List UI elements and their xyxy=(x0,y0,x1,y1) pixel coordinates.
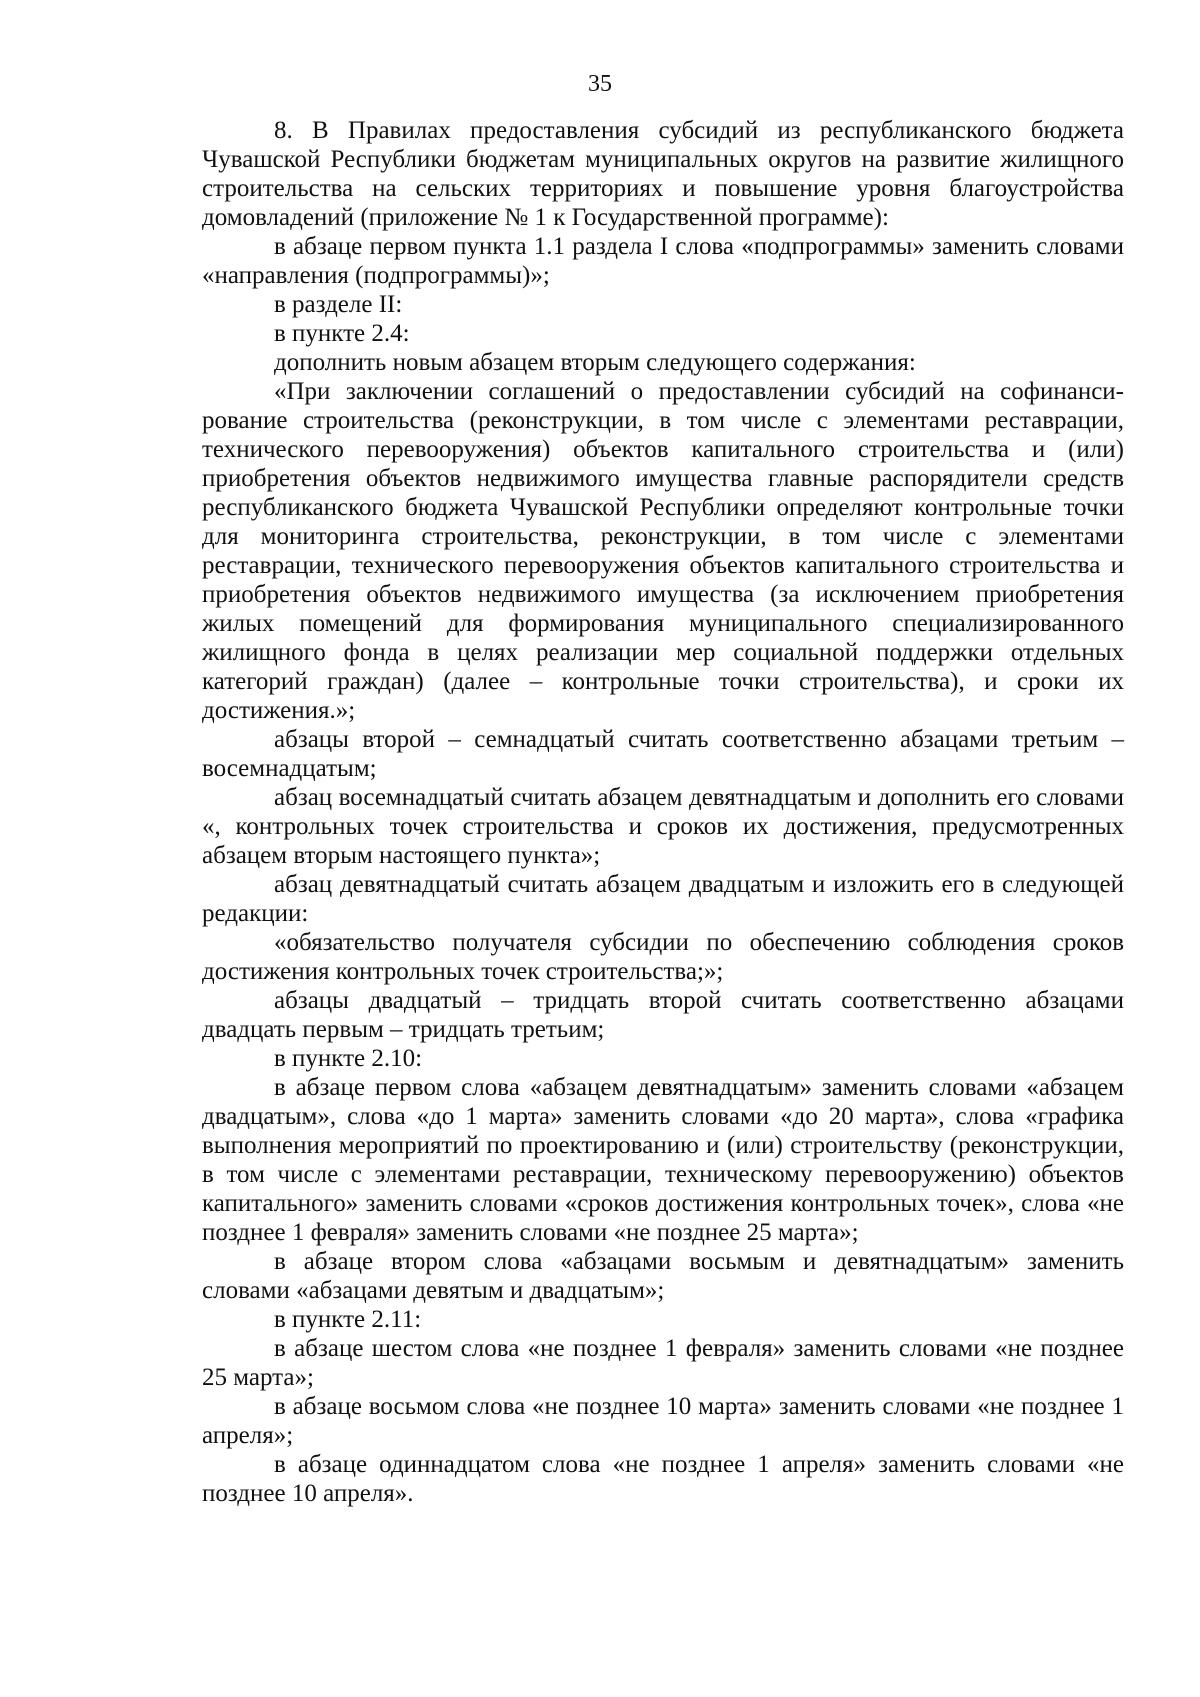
document-body xyxy=(202,116,1124,1508)
page-number: 35 xyxy=(588,71,612,97)
paragraph-10: «обязательство получателя субсидии по обеспечению соблюдения сроков достижения контрольных точек строительства;»; xyxy=(202,929,1124,985)
paragraph-9: абзац девятнадцатый считать абзацем двадцатым и изложить его в следующей редакции: xyxy=(202,871,1124,927)
paragraph-15: в пункте 2.11: xyxy=(274,1306,422,1333)
paragraph-13: в абзаце первом слова «абзацем девятнадцатым» заменить словами «абзацем двадцатым», слова «до 1 марта» заменить словами «до 20 марта», слова «графика выполнения мероприятий по проектированию и (или) строительству (реконструкции, в том числе с элементами реставрации, техническому перевооружению) объектов капитального» заменить словами «сроков достижения контрольных точек», слова «не позднее 1 февраля» заменить словами «не позднее 25 марта»; xyxy=(202,1074,1124,1246)
paragraph-14: в абзаце втором слова «абзацами восьмым и девятнадцатым» заменить словами «абзацами девятым и двадцатым»; xyxy=(202,1248,1124,1304)
paragraph-7: абзацы второй – семнадцатый считать соответственно абзацами третьим – восемнадцатым; xyxy=(202,726,1124,782)
paragraph-3: в разделе II: xyxy=(274,291,403,318)
paragraph-6: «При заключении соглашений о предоставлении субсидий на софинансирование строительства (реконструкции, в том числе с элементами реставрации, технического перевооружения) объектов капитального строительства и (или) приобретения объектов недвижимого имущества главные распорядители средств республиканского бюджета Чувашской Республики определяют контрольные точки для мониторинга строительства, реконструкции, в том числе с элементами реставрации, технического перевооружения объектов капитального строительства и приобретения объектов недвижимого имущества (за исключением приобретения жилых помещений для формирования муниципального специализированного жилищного фонда в целях реализации мер социальной поддержки отдельных категорий граждан) (далее – контрольные точки строительства), и сроки их достижения.»; xyxy=(202,378,1124,724)
paragraph-18: в абзаце одиннадцатом слова «не позднее 1 апреля» заменить словами «не позднее 10 апреля». xyxy=(202,1451,1124,1507)
paragraph-12: в пункте 2.10: xyxy=(274,1045,423,1072)
paragraph-1: 8. В Правилах предоставления субсидий из республиканского бюджета Чувашской Республики бюджетам муниципальных округов на развитие жилищного строительства на сельских территориях и повышение уровня благоустройства домовладений (приложение № 1 к Государственной программе): xyxy=(202,117,1124,231)
paragraph-2: в абзаце первом пункта 1.1 раздела I слова «подпрограммы» заменить словами «направления (подпрограммы)»; xyxy=(202,233,1124,289)
paragraph-8: абзац восемнадцатый считать абзацем девятнадцатым и дополнить его словами «, контрольных точек строительства и сроков их достижения, предусмотренных абзацем вторым настоящего пункта»; xyxy=(202,784,1124,869)
paragraph-11: абзацы двадцатый – тридцать второй считать соответственно абзацами двадцать первым – тридцать третьим; xyxy=(202,987,1124,1043)
paragraph-4: в пункте 2.4: xyxy=(274,320,410,347)
paragraph-16: в абзаце шестом слова «не позднее 1 февраля» заменить словами «не позднее 25 марта»; xyxy=(202,1335,1124,1391)
paragraph-5: дополнить новым абзацем вторым следующего содержания: xyxy=(274,349,916,376)
paragraph-17: в абзаце восьмом слова «не позднее 10 марта» заменить словами «не позднее 1 апреля»; xyxy=(202,1393,1124,1449)
